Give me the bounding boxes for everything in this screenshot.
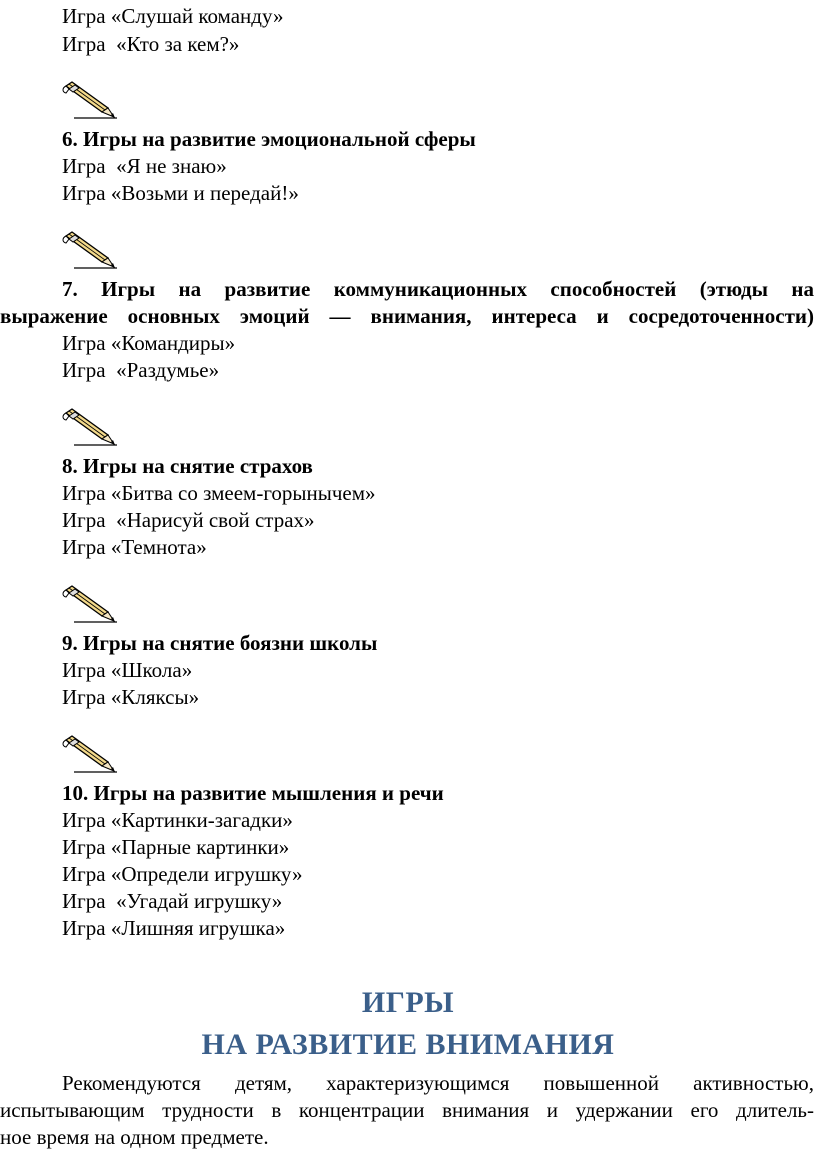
section-title-continued: выражение основных эмоций — внимания, интереса и сосредоточенности) [0,304,814,328]
intro-paragraph-line: Рекомендуются детям, характеризующимся повышенной активностью, [62,1071,814,1095]
section-title: 7. Игры на развитие коммуникационных способностей (этюды на [62,277,814,301]
intro-paragraph-line: ное время на одном предмете. [0,1125,269,1149]
chapter-heading-subtitle: НА РАЗВИТИЕ ВНИМАНИЯ [201,1028,615,1061]
pencil-icon [60,230,118,270]
game-item: Игра «Я не знаю» [62,154,227,178]
game-item: Игра «Парные картинки» [62,835,290,859]
game-item: Игра «Определи игрушку» [62,862,303,886]
game-item: Игра «Кто за кем?» [62,32,240,56]
game-item: Игра «Раздумье» [62,358,220,382]
game-item: Игра «Битва со змеем-горынычем» [62,481,376,505]
section-title: 8. Игры на снятие страхов [62,454,313,478]
game-item: Игра «Картинки-загадки» [62,808,293,832]
game-item: Игра «Школа» [62,658,193,682]
pencil-icon [60,734,118,774]
game-item: Игра «Возьми и передай!» [62,181,299,205]
game-item: Игра «Лишняя игрушка» [62,916,286,940]
pencil-icon [60,80,118,120]
game-item: Игра «Темнота» [62,535,207,559]
pencil-icon [60,584,118,624]
section-title: 10. Игры на развитие мышления и речи [62,781,444,805]
game-item: Игра «Нарисуй свой страх» [62,508,315,532]
chapter-heading: ИГРЫ [361,986,455,1019]
game-item: Игра «Кляксы» [62,685,200,709]
game-item: Игра «Слушай команду» [62,4,284,28]
intro-paragraph-line: испытывающим трудности в концентрации внимания и удержании его длитель- [0,1098,814,1122]
section-title: 9. Игры на снятие боязни школы [62,631,378,655]
game-item: Игра «Командиры» [62,331,236,355]
section-title: 6. Игры на развитие эмоциональной сферы [62,127,476,151]
game-item: Игра «Угадай игрушку» [62,889,283,913]
pencil-icon [60,407,118,447]
